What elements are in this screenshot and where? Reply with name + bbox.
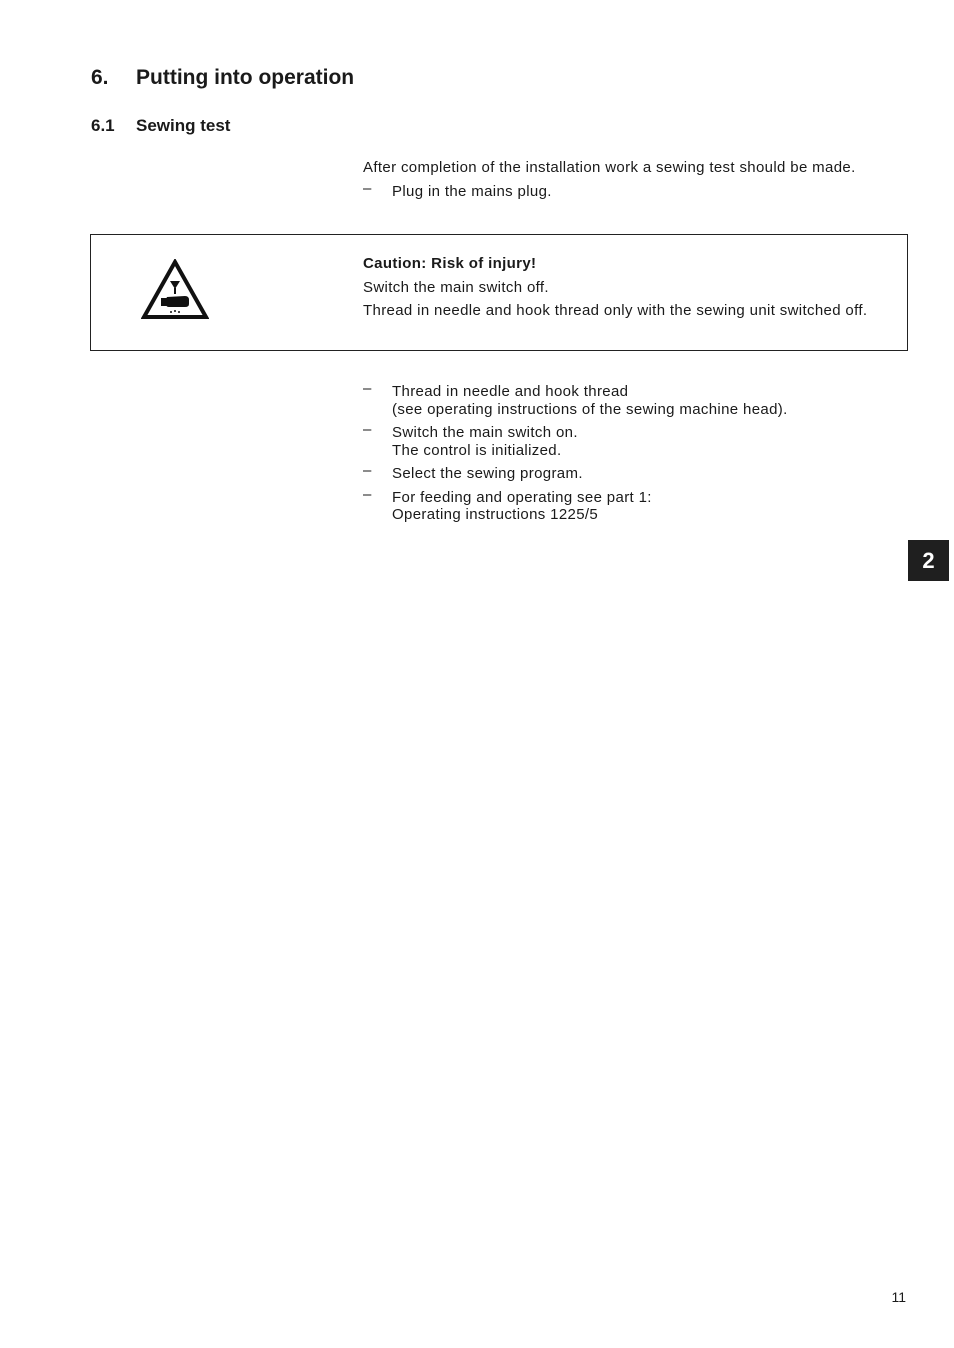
section-title: Putting into operation: [136, 66, 355, 89]
list-dash: –: [363, 179, 372, 197]
list-item-line: Operating instructions 1225/5: [392, 506, 599, 523]
caution-title: Caution: Risk of injury!: [363, 255, 537, 272]
subsection-title: Sewing test: [136, 116, 231, 135]
chapter-tab: 2: [908, 540, 949, 581]
list-item-line: Switch the main switch on.: [392, 424, 578, 441]
caution-text: [363, 255, 903, 320]
steps-list: [363, 380, 923, 524]
list-dash: –: [363, 380, 372, 397]
page-number: 11: [891, 1289, 906, 1305]
list-item: [363, 485, 923, 524]
list-item: [363, 421, 923, 459]
list-item-line: Thread in needle and hook thread: [392, 383, 629, 400]
caution-line-1: Switch the main switch off.: [363, 278, 549, 296]
caution-line-2: Thread in needle and hook thread only with the sewing unit switched off.: [363, 302, 868, 319]
list-item: [363, 179, 923, 201]
list-item-line: The control is initialized.: [392, 441, 562, 459]
list-dash: –: [363, 462, 372, 479]
caution-box: [90, 234, 908, 351]
list-dash: –: [363, 421, 372, 438]
list-item-line: Plug in the mains plug.: [392, 182, 552, 200]
list-item-line: (see operating instructions of the sewing machine head).: [392, 400, 788, 418]
hand-injury-warning-icon: [141, 259, 209, 321]
list-item-line: Select the sewing program.: [392, 465, 583, 482]
subsection-heading: [91, 116, 230, 136]
list-item: [363, 462, 923, 483]
section-number: 6.: [91, 66, 109, 89]
list-dash: –: [363, 485, 372, 503]
list-item: [363, 380, 923, 418]
intro-block: [363, 159, 923, 200]
list-item-line: For feeding and operating see part 1:: [392, 488, 652, 506]
intro-text: After completion of the installation work a sewing test should be made.: [363, 159, 856, 176]
section-heading: [91, 66, 354, 90]
subsection-number: 6.1: [91, 116, 115, 135]
